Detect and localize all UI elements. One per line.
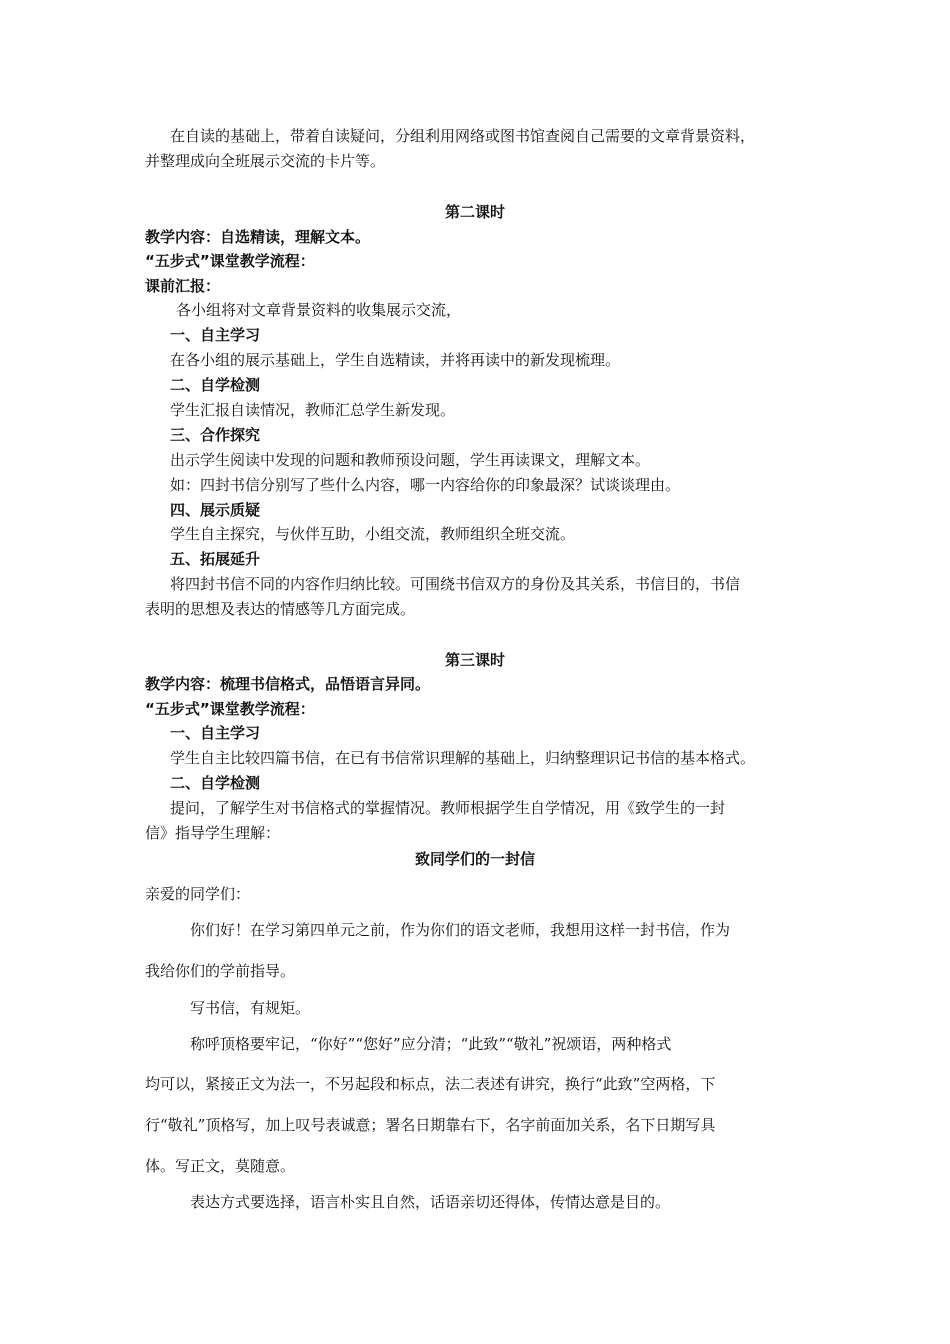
lesson3-flow: “五步式”课堂教学流程： [145, 700, 315, 718]
lesson3-step2-text-2: 信》指导学生理解： [145, 824, 281, 842]
lesson2-content: 教学内容：自选精读，理解文本。 [145, 228, 371, 246]
letter-p3-line-3: 行“敬礼”顶格写，加上叹号表诚意；署名日期靠右下，名字前面加关系，名下日期写具 [145, 1116, 716, 1134]
letter-p1-line-1: 你们好！在学习第四单元之前，作为你们的语文老师，我想用这样一封书信，作为 [190, 921, 731, 939]
lesson2-flow: “五步式”课堂教学流程： [145, 252, 315, 270]
lesson3-step1-text: 学生自主比较四篇书信，在已有书信常识理解的基础上，归纳整理识记书信的基本格式。 [170, 749, 756, 767]
lesson2-step1-heading: 一、自主学习 [170, 326, 261, 344]
lesson3-content: 教学内容：梳理书信格式，品悟语言异同。 [145, 675, 431, 693]
lesson2-title: 第二课时 [444, 203, 505, 221]
lesson2-step4-heading: 四、展示质疑 [170, 501, 261, 519]
lesson2-step3-text-1: 出示学生阅读中发现的问题和教师预设问题，学生再读课文，理解文本。 [170, 451, 651, 469]
intro-line-2: 并整理成向全班展示交流的卡片等。 [145, 152, 386, 170]
lesson2-step5-text-1: 将四封书信不同的内容作归纳比较。可围绕书信双方的身份及其关系，书信目的，书信 [170, 575, 741, 593]
letter-p1-line-2: 我给你们的学前指导。 [145, 962, 296, 980]
letter-p3-line-4: 体。写正文，莫随意。 [145, 1157, 296, 1175]
lesson2-step2-text: 学生汇报自读情况，教师汇总学生新发现。 [170, 401, 456, 419]
lesson3-title: 第三课时 [444, 651, 505, 669]
letter-salutation: 亲爱的同学们： [145, 885, 251, 903]
lesson2-step1-text: 在各小组的展示基础上，学生自选精读，并将再读中的新发现梳理。 [170, 351, 621, 369]
lesson2-pre-report-heading: 课前汇报： [145, 277, 221, 295]
lesson2-step3-text-2: 如：四封书信分别写了些什么内容，哪一内容给你的印象最深？试谈谈理由。 [170, 476, 681, 494]
letter-p2: 写书信，有规矩。 [190, 999, 311, 1017]
lesson2-step5-heading: 五、拓展延升 [170, 550, 261, 568]
lesson2-step4-text: 学生自主探究，与伙伴互助，小组交流，教师组织全班交流。 [170, 525, 576, 543]
lesson2-step2-heading: 二、自学检测 [170, 376, 261, 394]
letter-p4: 表达方式要选择，语言朴实且自然，话语亲切还得体，传情达意是目的。 [190, 1193, 671, 1211]
lesson2-step5-text-2: 表明的思想及表达的情感等几方面完成。 [145, 600, 416, 618]
letter-title: 致同学们的一封信 [414, 850, 535, 868]
intro-line-1: 在自读的基础上，带着自读疑问，分组利用网络或图书馆查阅自己需要的文章背景资料， [170, 127, 756, 145]
lesson2-pre-report-text: 各小组将对文章背景资料的收集展示交流， [176, 301, 462, 319]
lesson3-step2-heading: 二、自学检测 [170, 774, 261, 792]
lesson2-step3-heading: 三、合作探究 [170, 426, 261, 444]
lesson3-step1-heading: 一、自主学习 [170, 724, 261, 742]
letter-p3-line-2: 均可以，紧接正文为法一，不另起段和标点，法二表述有讲究，换行“此致”空两格，下 [145, 1075, 716, 1093]
letter-p3-line-1: 称呼顶格要牢记，“你好”“您好”应分清；“此致”“敬礼”祝颂语，两种格式 [190, 1035, 672, 1053]
lesson3-step2-text-1: 提问，了解学生对书信格式的掌握情况。教师根据学生自学情况，用《致学生的一封 [170, 799, 726, 817]
